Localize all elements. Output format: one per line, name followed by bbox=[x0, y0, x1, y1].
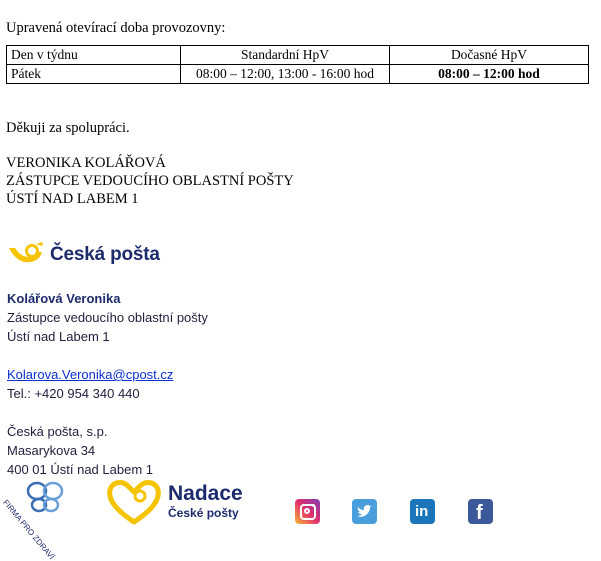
table-cell: 08:00 – 12:00 hod bbox=[390, 65, 589, 84]
email-link[interactable]: Kolarova.Veronika@cpost.cz bbox=[7, 367, 174, 382]
opening-hours-table bbox=[6, 45, 589, 84]
signature-name: VERONIKA KOLÁŘOVÁ bbox=[6, 155, 166, 171]
firma-logo-text: FIRMA PRO ZDRAVÍ bbox=[1, 498, 57, 561]
header-cell: Standardní HpV bbox=[181, 46, 390, 65]
company-name: Česká pošta, s.p. bbox=[7, 424, 108, 439]
facebook-icon[interactable]: f bbox=[468, 499, 493, 524]
company-street: Masarykova 34 bbox=[7, 443, 96, 458]
table-cell: 08:00 – 12:00, 13:00 - 16:00 hod bbox=[181, 65, 390, 84]
nadace-subtitle: České pošty bbox=[168, 506, 239, 520]
contact-phone: Tel.: +420 954 340 440 bbox=[7, 386, 140, 401]
table-header-row bbox=[7, 46, 589, 65]
signature-place: ÚSTÍ NAD LABEM 1 bbox=[6, 191, 139, 207]
thanks-text: Děkuji za spolupráci. bbox=[6, 120, 130, 136]
linkedin-icon[interactable]: in bbox=[410, 499, 435, 524]
heart-posthorn-icon bbox=[106, 478, 162, 526]
brand-logo-text: Česká pošta bbox=[50, 244, 160, 265]
firma-pro-zdravi-logo bbox=[1, 478, 79, 561]
instagram-icon[interactable] bbox=[295, 499, 320, 524]
contact-name: Kolářová Veronika bbox=[7, 291, 121, 306]
intro-text: Upravená otevírací doba provozovny: bbox=[6, 20, 226, 36]
header-cell: Dočasné HpV bbox=[390, 46, 589, 65]
signature-role: ZÁSTUPCE VEDOUCÍHO OBLASTNÍ POŠTY bbox=[6, 173, 294, 189]
contact-place: Ústí nad Labem 1 bbox=[7, 329, 110, 344]
twitter-icon[interactable] bbox=[352, 499, 377, 524]
contact-role: Zástupce vedoucího oblastní pošty bbox=[7, 310, 208, 325]
header-cell: Den v týdnu bbox=[7, 46, 181, 65]
nadace-title: Nadace bbox=[168, 482, 243, 505]
company-city: 400 01 Ústí nad Labem 1 bbox=[7, 462, 153, 477]
posthorn-icon bbox=[7, 242, 47, 268]
table-row bbox=[7, 65, 589, 84]
nadace-logo bbox=[106, 478, 256, 526]
table-cell: Pátek bbox=[7, 65, 181, 84]
